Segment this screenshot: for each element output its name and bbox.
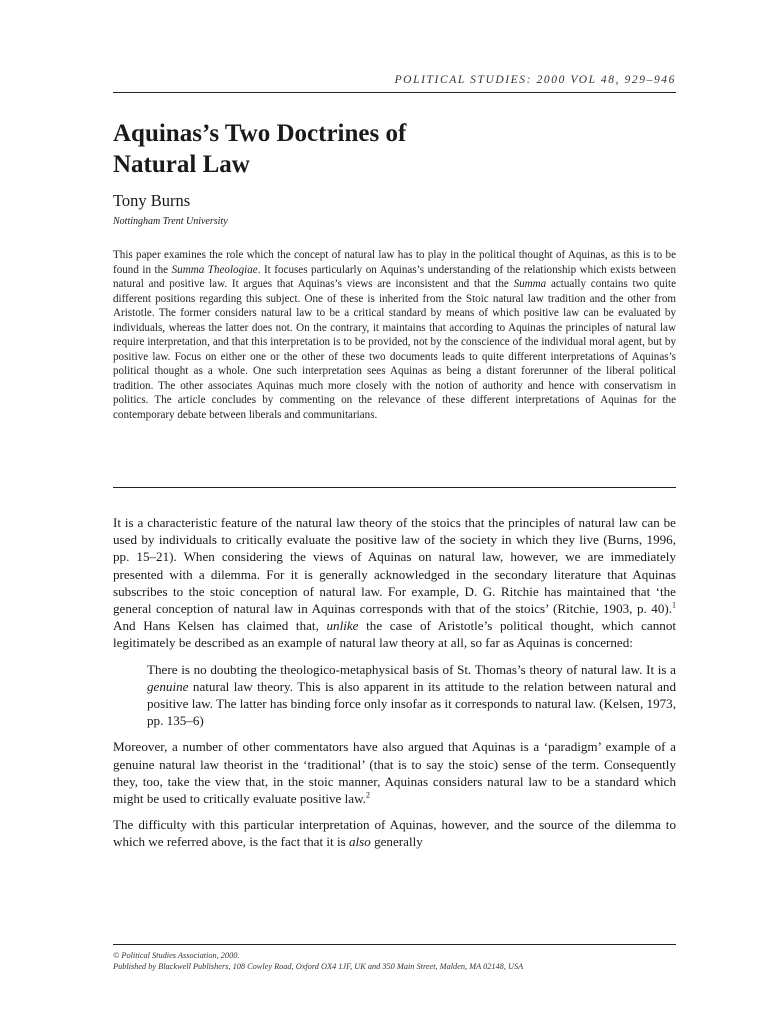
abstract-text-1: This paper examines the role which the concept of natural law has to play in the political thought of Aquinas, as this is to be found in the bbox=[113, 249, 676, 276]
title-line-1: Aquinas’s Two Doctrines of bbox=[113, 120, 407, 147]
publisher-notice: Published by Blackwell Publishers, 108 Cowley Road, Oxford OX4 1JF, UK and 350 Main Street, Malden, MA 02148, USA bbox=[113, 962, 524, 971]
quote-text-b: natural law theory. This is also apparent in its attitude to the relation between natural and positive law. The latter has binding force only insofar as it corresponds to natural law. (Kelsen, 1973, pp. 135–6) bbox=[147, 678, 676, 729]
body-p3-text-a: The difficulty with this particular interpretation of Aquinas, however, and the source of the dilemma to which we referred above, is the fact that it is bbox=[113, 817, 676, 850]
body-p3-text-b: generally bbox=[370, 834, 423, 850]
page-footer bbox=[113, 950, 676, 972]
footnote-ref-1[interactable]: 1 bbox=[672, 600, 676, 610]
body-paragraph-1 bbox=[113, 514, 676, 652]
body-paragraph-3 bbox=[113, 816, 676, 850]
body-italic-also: also bbox=[348, 834, 371, 850]
footnote-ref-2[interactable]: 2 bbox=[365, 790, 370, 800]
running-head: POLITICAL STUDIES: 2000 VOL 48, 929–946 bbox=[394, 74, 676, 86]
quote-text-a: There is no doubting the theologico-metaphysical basis of St. Thomas’s theory of natural law. It is a bbox=[147, 661, 676, 677]
header-rule bbox=[113, 92, 676, 93]
body-p2-text: Moreover, a number of other commentators have also argued that Aquinas is a ‘paradigm’ example of a genuine natural law theorist in the ‘traditional’ (that is to say the stoic) sense of the term. Consequently they, too, take the view that, in the stoic manner, Aquinas considers natural law to be a standard which might be used to critically evaluate positive law. bbox=[113, 739, 676, 807]
abstract-rule bbox=[113, 487, 676, 488]
author-name: Tony Burns bbox=[113, 191, 191, 210]
block-quote bbox=[147, 661, 676, 730]
abstract-text-3: actually contains two quite different positions regarding this subject. One of these is inherited from the Stoic natural law tradition and the other from Aristotle. The former considers natural law to be a critical standard by means of which positive law can be evaluated by individuals, whereas the latter does not. On the contrary, it maintains that according to Aquinas the principles of natural law require interpretation, and that this interpretation is to be provided, not by the conscience of the individual moral agent, but by positive law. Focus on either one or the other of these two documents leads to quite different interpretations of Aquinas’s political thought as a whole. One such interpretation sees Aquinas as being a distant forerunner of the liberal political tradition. The other associates Aquinas much more closely with the notion of authority and hence with conservatism in politics. The article concludes by commenting on the relevance of these different interpretations of Aquinas for the contemporary debate between liberals and communitarians. bbox=[113, 278, 676, 421]
body-p1-text-c: the case of Aristotle’s political thought, which cannot legitimately be described as an example of natural law theory at all, so far as Aquinas is concerned: bbox=[113, 618, 677, 651]
body-italic-unlike: unlike bbox=[326, 618, 359, 634]
body-p1-text-b: And Hans Kelsen has claimed that, bbox=[113, 618, 327, 634]
abstract bbox=[113, 248, 676, 422]
body-p1-text-a: It is a characteristic feature of the natural law theory of the stoics that the principles of natural law can be used by individuals to critically evaluate the positive law of the society in which they live (Burns, 1996, pp. 15–21). When considering the views of Aquinas on natural law, however, we are immediately presented with a dilemma. For it is generally acknowledged in the secondary literature that Aquinas subscribes to the stoic conception of natural law. For example, D. G. Ritchie has maintained that ‘the general conception of natural law in Aquinas corresponds with that of the stoics’ (Ritchie, 1903, p. 40). bbox=[113, 515, 676, 617]
abstract-italic-summa: Summa bbox=[513, 278, 547, 290]
quote-italic-genuine: genuine bbox=[147, 678, 189, 694]
author-affiliation: Nottingham Trent University bbox=[113, 216, 228, 227]
title-line-2: Natural Law bbox=[113, 151, 250, 178]
copyright-notice: © Political Studies Association, 2000. bbox=[113, 951, 240, 960]
footer-rule bbox=[113, 944, 676, 945]
abstract-italic-summa-theologiae: Summa Theologiae bbox=[171, 263, 258, 276]
body-paragraph-2 bbox=[113, 738, 676, 807]
article-title bbox=[113, 118, 676, 180]
article-body bbox=[113, 514, 676, 860]
abstract-text-2: . It focuses particularly on Aquinas’s understanding of the relationship which exists between natural and positive law. It argues that Aquinas’s views are inconsistent and that the bbox=[113, 263, 677, 290]
